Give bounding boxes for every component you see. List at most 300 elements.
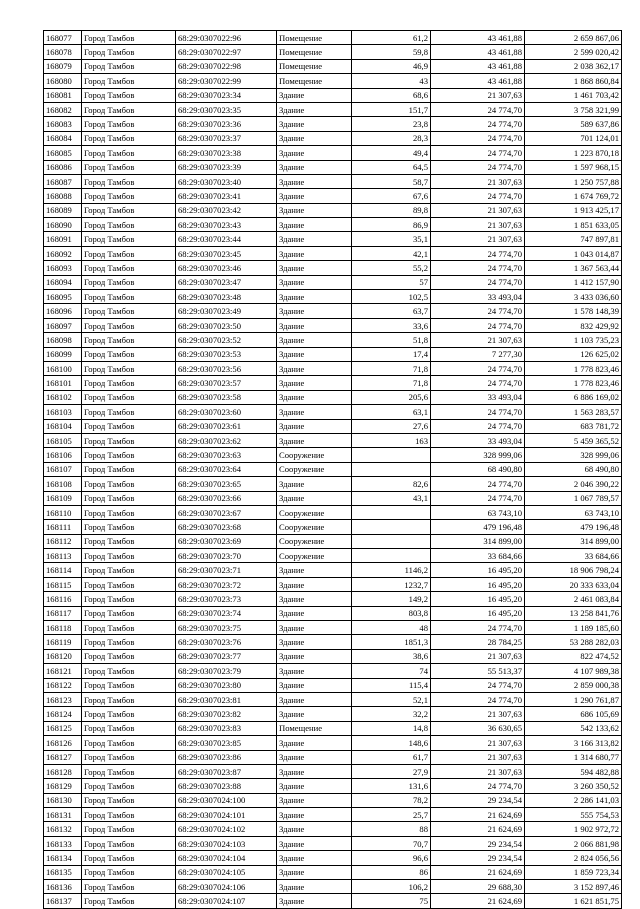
table-row xyxy=(44,448,622,462)
cell-total-value: 1 290 761,87 xyxy=(525,692,622,706)
cell-total-value: 1 461 703,42 xyxy=(525,88,622,102)
table-row xyxy=(44,102,622,116)
cell-unit-value: 21 307,63 xyxy=(431,174,525,188)
cell-area: 55,2 xyxy=(352,261,431,275)
cell-total-value: 1 778 823,46 xyxy=(525,361,622,375)
table-row xyxy=(44,563,622,577)
cell-object-type: Сооружение xyxy=(277,448,352,462)
cell-id: 168134 xyxy=(44,851,82,865)
cell-id: 168092 xyxy=(44,246,82,260)
cell-area xyxy=(352,462,431,476)
cell-total-value: 1 563 283,57 xyxy=(525,405,622,419)
cell-city: Город Тамбов xyxy=(82,59,176,73)
cell-total-value: 589 637,86 xyxy=(525,117,622,131)
cell-area xyxy=(352,448,431,462)
table-row xyxy=(44,45,622,59)
cell-cadastral-number: 68:29:0307023:61 xyxy=(176,419,277,433)
cell-cadastral-number: 68:29:0307023:50 xyxy=(176,318,277,332)
cell-total-value: 683 781,72 xyxy=(525,419,622,433)
cell-city: Город Тамбов xyxy=(82,894,176,908)
cell-cadastral-number: 68:29:0307023:81 xyxy=(176,692,277,706)
cell-unit-value: 16 495,20 xyxy=(431,592,525,606)
cell-object-type: Здание xyxy=(277,880,352,894)
cell-id: 168083 xyxy=(44,117,82,131)
cell-total-value: 555 754,53 xyxy=(525,808,622,822)
table-row xyxy=(44,692,622,706)
cell-total-value: 126 625,02 xyxy=(525,347,622,361)
cell-total-value: 314 899,00 xyxy=(525,534,622,548)
table-row xyxy=(44,246,622,260)
cell-city: Город Тамбов xyxy=(82,678,176,692)
cell-object-type: Здание xyxy=(277,246,352,260)
cell-object-type: Здание xyxy=(277,174,352,188)
cell-area: 1851,3 xyxy=(352,635,431,649)
cell-area xyxy=(352,549,431,563)
table-body xyxy=(44,31,622,909)
cell-unit-value: 479 196,48 xyxy=(431,520,525,534)
cell-city: Город Тамбов xyxy=(82,405,176,419)
cell-unit-value: 21 307,63 xyxy=(431,707,525,721)
cell-total-value: 1 859 723,34 xyxy=(525,865,622,879)
cell-unit-value: 7 277,30 xyxy=(431,347,525,361)
cell-total-value: 2 046 390,22 xyxy=(525,477,622,491)
cell-total-value: 1 868 860,84 xyxy=(525,74,622,88)
cell-city: Город Тамбов xyxy=(82,189,176,203)
cell-cadastral-number: 68:29:0307023:76 xyxy=(176,635,277,649)
cell-cadastral-number: 68:29:0307023:67 xyxy=(176,505,277,519)
cell-city: Город Тамбов xyxy=(82,793,176,807)
cell-city: Город Тамбов xyxy=(82,74,176,88)
cell-total-value: 2 659 867,06 xyxy=(525,31,622,45)
cell-city: Город Тамбов xyxy=(82,779,176,793)
cell-city: Город Тамбов xyxy=(82,664,176,678)
cell-id: 168120 xyxy=(44,649,82,663)
table-row xyxy=(44,405,622,419)
cell-area: 48 xyxy=(352,621,431,635)
cell-city: Город Тамбов xyxy=(82,131,176,145)
cell-unit-value: 29 688,30 xyxy=(431,880,525,894)
cell-city: Город Тамбов xyxy=(82,721,176,735)
cell-city: Город Тамбов xyxy=(82,592,176,606)
cell-id: 168100 xyxy=(44,361,82,375)
cell-cadastral-number: 68:29:0307023:58 xyxy=(176,390,277,404)
cell-area: 58,7 xyxy=(352,174,431,188)
cell-object-type: Здание xyxy=(277,117,352,131)
cell-total-value: 33 684,66 xyxy=(525,549,622,563)
cell-id: 168081 xyxy=(44,88,82,102)
cell-object-type: Здание xyxy=(277,218,352,232)
cell-object-type: Здание xyxy=(277,160,352,174)
cell-id: 168136 xyxy=(44,880,82,894)
cell-cadastral-number: 68:29:0307023:74 xyxy=(176,606,277,620)
table-row xyxy=(44,851,622,865)
cell-unit-value: 24 774,70 xyxy=(431,131,525,145)
cell-area: 38,6 xyxy=(352,649,431,663)
cell-city: Город Тамбов xyxy=(82,232,176,246)
cell-id: 168122 xyxy=(44,678,82,692)
cell-total-value: 1 578 148,39 xyxy=(525,304,622,318)
cell-total-value: 1 067 789,57 xyxy=(525,491,622,505)
cell-area: 67,6 xyxy=(352,189,431,203)
cell-id: 168080 xyxy=(44,74,82,88)
cell-area: 25,7 xyxy=(352,808,431,822)
cell-total-value: 3 152 897,46 xyxy=(525,880,622,894)
cell-object-type: Здание xyxy=(277,606,352,620)
cell-cadastral-number: 68:29:0307023:70 xyxy=(176,549,277,563)
cell-city: Город Тамбов xyxy=(82,621,176,635)
table-row xyxy=(44,635,622,649)
cell-cadastral-number: 68:29:0307022:98 xyxy=(176,59,277,73)
cell-area: 32,2 xyxy=(352,707,431,721)
cell-cadastral-number: 68:29:0307023:38 xyxy=(176,146,277,160)
table-row xyxy=(44,678,622,692)
cell-id: 168121 xyxy=(44,664,82,678)
cell-city: Город Тамбов xyxy=(82,462,176,476)
cell-area: 1232,7 xyxy=(352,577,431,591)
cell-id: 168093 xyxy=(44,261,82,275)
cell-unit-value: 21 624,69 xyxy=(431,865,525,879)
cell-object-type: Здание xyxy=(277,419,352,433)
cell-cadastral-number: 68:29:0307023:49 xyxy=(176,304,277,318)
cell-unit-value: 28 784,25 xyxy=(431,635,525,649)
cell-city: Город Тамбов xyxy=(82,88,176,102)
cell-area: 71,8 xyxy=(352,361,431,375)
cell-id: 168110 xyxy=(44,505,82,519)
cell-id: 168098 xyxy=(44,333,82,347)
cell-cadastral-number: 68:29:0307023:44 xyxy=(176,232,277,246)
cell-id: 168115 xyxy=(44,577,82,591)
cell-total-value: 2 461 083,84 xyxy=(525,592,622,606)
cell-object-type: Сооружение xyxy=(277,534,352,548)
cell-object-type: Здание xyxy=(277,376,352,390)
cell-id: 168116 xyxy=(44,592,82,606)
cell-object-type: Здание xyxy=(277,664,352,678)
table-row xyxy=(44,592,622,606)
cadastral-value-table xyxy=(43,30,622,909)
cell-total-value: 2 038 362,17 xyxy=(525,59,622,73)
cell-id: 168119 xyxy=(44,635,82,649)
cell-id: 168096 xyxy=(44,304,82,318)
cell-object-type: Здание xyxy=(277,290,352,304)
cell-city: Город Тамбов xyxy=(82,577,176,591)
cell-total-value: 1 621 851,75 xyxy=(525,894,622,908)
cell-total-value: 701 124,01 xyxy=(525,131,622,145)
cell-unit-value: 21 307,63 xyxy=(431,736,525,750)
cell-area: 205,6 xyxy=(352,390,431,404)
cell-id: 168090 xyxy=(44,218,82,232)
cell-object-type: Здание xyxy=(277,146,352,160)
cell-area: 28,3 xyxy=(352,131,431,145)
cell-total-value: 542 133,62 xyxy=(525,721,622,735)
cell-id: 168091 xyxy=(44,232,82,246)
cell-unit-value: 43 461,88 xyxy=(431,74,525,88)
cell-object-type: Здание xyxy=(277,621,352,635)
cell-city: Город Тамбов xyxy=(82,851,176,865)
cell-id: 168089 xyxy=(44,203,82,217)
cell-unit-value: 24 774,70 xyxy=(431,491,525,505)
cell-total-value: 594 482,88 xyxy=(525,764,622,778)
cell-object-type: Здание xyxy=(277,635,352,649)
cell-city: Город Тамбов xyxy=(82,836,176,850)
cell-area: 42,1 xyxy=(352,246,431,260)
cell-id: 168105 xyxy=(44,433,82,447)
cell-city: Город Тамбов xyxy=(82,822,176,836)
cell-object-type: Здание xyxy=(277,88,352,102)
cell-total-value: 2 066 881,98 xyxy=(525,836,622,850)
cell-unit-value: 21 307,63 xyxy=(431,764,525,778)
cell-object-type: Помещение xyxy=(277,74,352,88)
cell-id: 168124 xyxy=(44,707,82,721)
table-row xyxy=(44,880,622,894)
cell-cadastral-number: 68:29:0307023:45 xyxy=(176,246,277,260)
cell-object-type: Здание xyxy=(277,678,352,692)
cell-object-type: Здание xyxy=(277,808,352,822)
cell-area: 803,8 xyxy=(352,606,431,620)
cell-cadastral-number: 68:29:0307023:63 xyxy=(176,448,277,462)
cell-object-type: Здание xyxy=(277,793,352,807)
cell-cadastral-number: 68:29:0307023:75 xyxy=(176,621,277,635)
cell-cadastral-number: 68:29:0307024:100 xyxy=(176,793,277,807)
table-row xyxy=(44,218,622,232)
cell-cadastral-number: 68:29:0307023:48 xyxy=(176,290,277,304)
cell-object-type: Здание xyxy=(277,275,352,289)
cell-area: 115,4 xyxy=(352,678,431,692)
table-row xyxy=(44,376,622,390)
cell-unit-value: 33 684,66 xyxy=(431,549,525,563)
cell-city: Город Тамбов xyxy=(82,218,176,232)
cell-id: 168132 xyxy=(44,822,82,836)
cell-total-value: 68 490,80 xyxy=(525,462,622,476)
cell-total-value: 1 103 735,23 xyxy=(525,333,622,347)
cell-unit-value: 24 774,70 xyxy=(431,146,525,160)
cell-object-type: Сооружение xyxy=(277,505,352,519)
cell-area xyxy=(352,534,431,548)
cell-city: Город Тамбов xyxy=(82,505,176,519)
cell-area xyxy=(352,520,431,534)
cell-area: 75 xyxy=(352,894,431,908)
cell-area: 33,6 xyxy=(352,318,431,332)
cell-id: 168125 xyxy=(44,721,82,735)
cell-unit-value: 16 495,20 xyxy=(431,563,525,577)
cell-unit-value: 43 461,88 xyxy=(431,59,525,73)
cell-area: 43 xyxy=(352,74,431,88)
cell-city: Город Тамбов xyxy=(82,290,176,304)
cell-id: 168077 xyxy=(44,31,82,45)
cell-id: 168109 xyxy=(44,491,82,505)
cell-city: Город Тамбов xyxy=(82,203,176,217)
cell-object-type: Здание xyxy=(277,894,352,908)
cell-cadastral-number: 68:29:0307022:97 xyxy=(176,45,277,59)
table-row xyxy=(44,390,622,404)
cell-total-value: 1 778 823,46 xyxy=(525,376,622,390)
cell-area: 86 xyxy=(352,865,431,879)
cell-total-value: 1 851 633,05 xyxy=(525,218,622,232)
cell-object-type: Здание xyxy=(277,189,352,203)
cell-city: Город Тамбов xyxy=(82,808,176,822)
cell-total-value: 1 597 968,15 xyxy=(525,160,622,174)
cell-total-value: 3 758 321,99 xyxy=(525,102,622,116)
cell-total-value: 20 333 633,04 xyxy=(525,577,622,591)
cell-object-type: Здание xyxy=(277,491,352,505)
cell-area: 78,2 xyxy=(352,793,431,807)
cell-object-type: Здание xyxy=(277,405,352,419)
cell-total-value: 2 824 056,56 xyxy=(525,851,622,865)
cell-object-type: Здание xyxy=(277,851,352,865)
cell-cadastral-number: 68:29:0307022:96 xyxy=(176,31,277,45)
cell-area: 151,7 xyxy=(352,102,431,116)
cell-cadastral-number: 68:29:0307023:66 xyxy=(176,491,277,505)
cell-total-value: 1 223 870,18 xyxy=(525,146,622,160)
cell-unit-value: 29 234,54 xyxy=(431,851,525,865)
cell-unit-value: 21 307,63 xyxy=(431,88,525,102)
cell-object-type: Сооружение xyxy=(277,520,352,534)
cell-cadastral-number: 68:29:0307023:37 xyxy=(176,131,277,145)
cell-total-value: 4 107 989,38 xyxy=(525,664,622,678)
cell-city: Город Тамбов xyxy=(82,174,176,188)
cell-object-type: Здание xyxy=(277,836,352,850)
cell-cadastral-number: 68:29:0307023:52 xyxy=(176,333,277,347)
cell-object-type: Здание xyxy=(277,822,352,836)
cell-unit-value: 36 630,65 xyxy=(431,721,525,735)
table-row xyxy=(44,808,622,822)
cell-cadastral-number: 68:29:0307023:40 xyxy=(176,174,277,188)
cell-city: Город Тамбов xyxy=(82,333,176,347)
table-row xyxy=(44,419,622,433)
cell-id: 168102 xyxy=(44,390,82,404)
cell-unit-value: 24 774,70 xyxy=(431,117,525,131)
cell-unit-value: 16 495,20 xyxy=(431,606,525,620)
cell-id: 168094 xyxy=(44,275,82,289)
cell-cadastral-number: 68:29:0307023:77 xyxy=(176,649,277,663)
cell-city: Город Тамбов xyxy=(82,764,176,778)
cell-cadastral-number: 68:29:0307023:47 xyxy=(176,275,277,289)
table-row xyxy=(44,304,622,318)
cell-total-value: 3 260 350,52 xyxy=(525,779,622,793)
cell-id: 168078 xyxy=(44,45,82,59)
cell-unit-value: 24 774,70 xyxy=(431,261,525,275)
cell-unit-value: 29 234,54 xyxy=(431,793,525,807)
cell-cadastral-number: 68:29:0307024:106 xyxy=(176,880,277,894)
cell-city: Город Тамбов xyxy=(82,520,176,534)
cell-unit-value: 24 774,70 xyxy=(431,621,525,635)
cell-area: 149,2 xyxy=(352,592,431,606)
cell-area: 64,5 xyxy=(352,160,431,174)
cell-cadastral-number: 68:29:0307023:83 xyxy=(176,721,277,735)
cell-object-type: Здание xyxy=(277,203,352,217)
cell-cadastral-number: 68:29:0307023:60 xyxy=(176,405,277,419)
cell-unit-value: 24 774,70 xyxy=(431,318,525,332)
table-row xyxy=(44,606,622,620)
table-row xyxy=(44,59,622,73)
cell-id: 168095 xyxy=(44,290,82,304)
cell-area: 27,6 xyxy=(352,419,431,433)
cell-object-type: Здание xyxy=(277,764,352,778)
table-row xyxy=(44,160,622,174)
cell-cadastral-number: 68:29:0307023:62 xyxy=(176,433,277,447)
cell-area: 131,6 xyxy=(352,779,431,793)
cell-cadastral-number: 68:29:0307023:53 xyxy=(176,347,277,361)
cell-city: Город Тамбов xyxy=(82,880,176,894)
cell-area: 27,9 xyxy=(352,764,431,778)
cell-cadastral-number: 68:29:0307023:64 xyxy=(176,462,277,476)
cell-unit-value: 21 307,63 xyxy=(431,333,525,347)
cell-total-value: 747 897,81 xyxy=(525,232,622,246)
cell-total-value: 1 902 972,72 xyxy=(525,822,622,836)
cell-area: 70,7 xyxy=(352,836,431,850)
cell-id: 168126 xyxy=(44,736,82,750)
cell-area: 61,7 xyxy=(352,750,431,764)
cell-city: Город Тамбов xyxy=(82,433,176,447)
table-row xyxy=(44,779,622,793)
table-row xyxy=(44,534,622,548)
cell-total-value: 1 367 563,44 xyxy=(525,261,622,275)
cell-id: 168114 xyxy=(44,563,82,577)
cell-area: 96,6 xyxy=(352,851,431,865)
table-row xyxy=(44,361,622,375)
cell-cadastral-number: 68:29:0307023:73 xyxy=(176,592,277,606)
cell-city: Город Тамбов xyxy=(82,549,176,563)
cell-unit-value: 33 493,04 xyxy=(431,433,525,447)
table-row xyxy=(44,290,622,304)
table-row xyxy=(44,793,622,807)
cell-city: Город Тамбов xyxy=(82,117,176,131)
cell-city: Город Тамбов xyxy=(82,606,176,620)
cell-id: 168137 xyxy=(44,894,82,908)
cell-cadastral-number: 68:29:0307023:79 xyxy=(176,664,277,678)
cell-object-type: Здание xyxy=(277,102,352,116)
cell-city: Город Тамбов xyxy=(82,491,176,505)
cell-city: Город Тамбов xyxy=(82,160,176,174)
cell-unit-value: 43 461,88 xyxy=(431,31,525,45)
cell-total-value: 1 189 185,60 xyxy=(525,621,622,635)
cell-cadastral-number: 68:29:0307023:82 xyxy=(176,707,277,721)
cell-unit-value: 314 899,00 xyxy=(431,534,525,548)
table-row xyxy=(44,232,622,246)
cell-city: Город Тамбов xyxy=(82,31,176,45)
cell-city: Город Тамбов xyxy=(82,261,176,275)
cell-id: 168106 xyxy=(44,448,82,462)
cell-area: 63,1 xyxy=(352,405,431,419)
cell-object-type: Здание xyxy=(277,304,352,318)
cell-area: 88 xyxy=(352,822,431,836)
cell-area: 102,5 xyxy=(352,290,431,304)
table-row xyxy=(44,764,622,778)
cell-unit-value: 55 513,37 xyxy=(431,664,525,678)
cell-id: 168135 xyxy=(44,865,82,879)
cell-area: 43,1 xyxy=(352,491,431,505)
cell-city: Город Тамбов xyxy=(82,448,176,462)
cell-object-type: Здание xyxy=(277,261,352,275)
cell-city: Город Тамбов xyxy=(82,45,176,59)
cell-area: 148,6 xyxy=(352,736,431,750)
table-row xyxy=(44,261,622,275)
cell-unit-value: 24 774,70 xyxy=(431,779,525,793)
cell-object-type: Здание xyxy=(277,347,352,361)
cell-cadastral-number: 68:29:0307023:87 xyxy=(176,764,277,778)
cell-cadastral-number: 68:29:0307023:39 xyxy=(176,160,277,174)
cell-cadastral-number: 68:29:0307023:85 xyxy=(176,736,277,750)
table-row xyxy=(44,549,622,563)
cell-total-value: 479 196,48 xyxy=(525,520,622,534)
cell-total-value: 328 999,06 xyxy=(525,448,622,462)
cell-cadastral-number: 68:29:0307023:34 xyxy=(176,88,277,102)
cell-object-type: Помещение xyxy=(277,59,352,73)
cell-area: 63,7 xyxy=(352,304,431,318)
cell-object-type: Здание xyxy=(277,649,352,663)
table-row xyxy=(44,505,622,519)
cell-cadastral-number: 68:29:0307023:72 xyxy=(176,577,277,591)
cell-unit-value: 24 774,70 xyxy=(431,246,525,260)
